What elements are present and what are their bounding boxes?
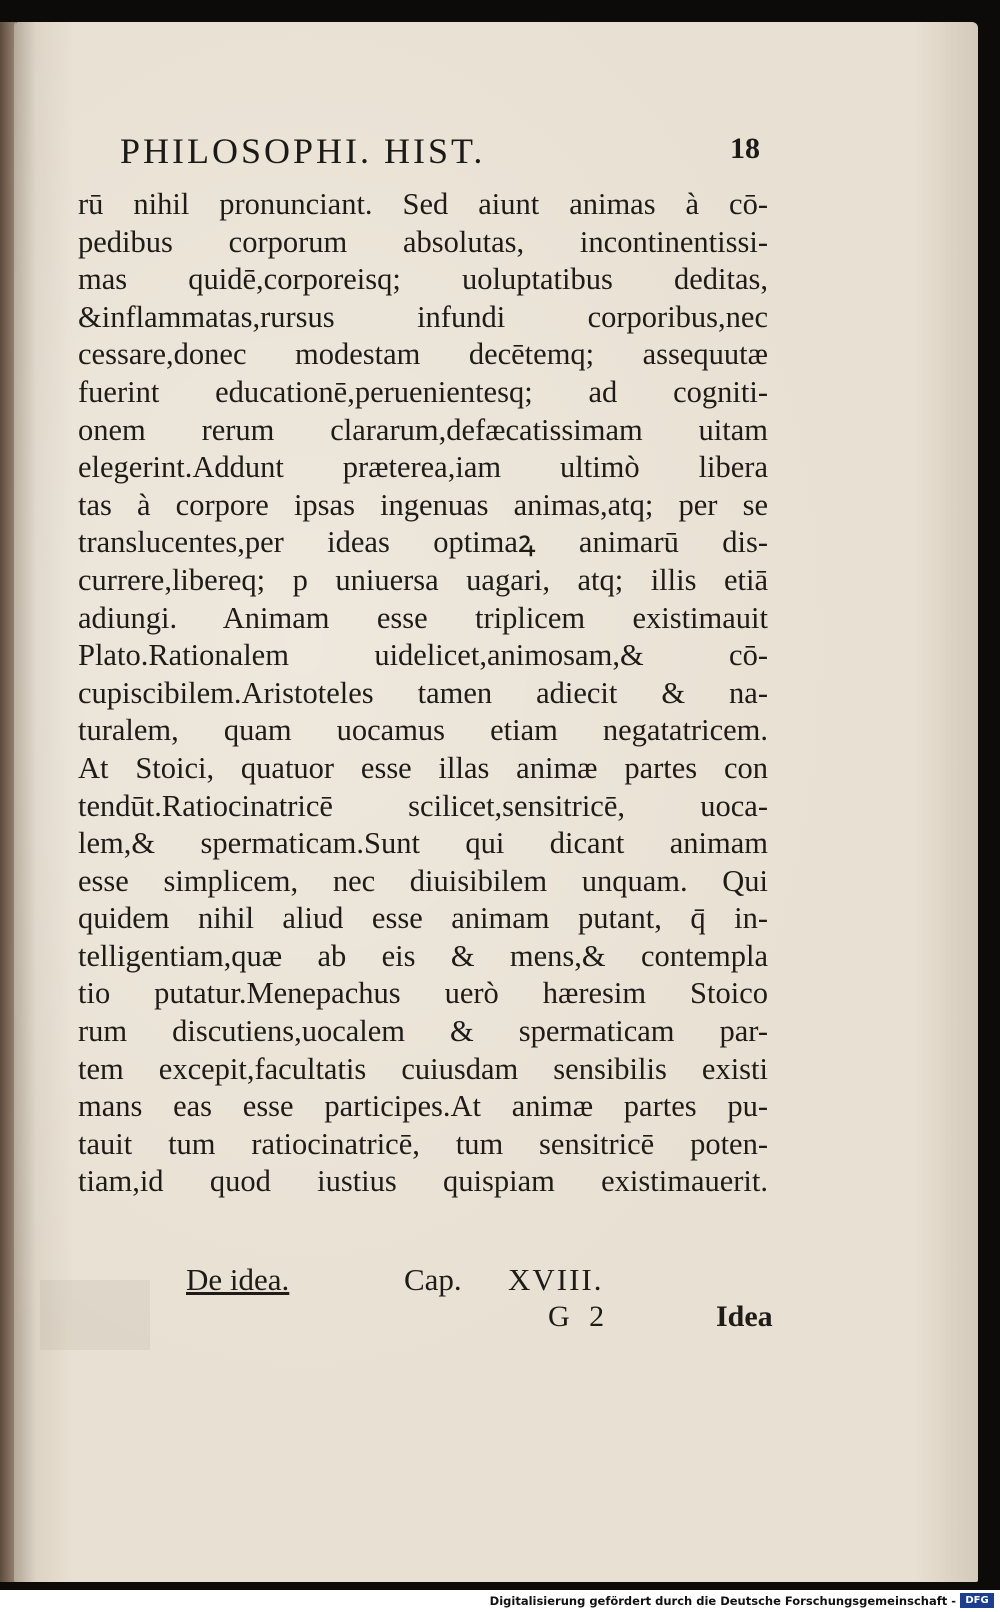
text-line: At Stoici, quatuor esse illas animæ partes con — [78, 750, 768, 785]
text-line: tas à corpore ipsas ingenuas animas,atq; per se — [78, 487, 768, 522]
show-through-marks — [40, 1280, 150, 1350]
text-line: quidem nihil aliud esse animam putant, q̄ in- — [78, 901, 768, 936]
text-line: currere,libereq; p uniuersa uagari, atq; illis etiā — [78, 562, 768, 597]
text-line: onem rerum clararum,defæcatissimam uitam — [78, 412, 768, 447]
text-line: translucentes,per ideas optimaꝝ animarū dis- — [78, 525, 768, 560]
chapter-label: Cap. — [404, 1262, 462, 1297]
funding-credit: Digitalisierung gefördert durch die Deutsche Forschungsgemeinschaft - — [489, 1594, 956, 1608]
text-line: rū nihil pronunciant. Sed aiunt animas à cō- — [78, 187, 768, 221]
chapter-number: XVIII. — [508, 1262, 604, 1297]
text-line: rum discutiens,uocalem & spermaticam par- — [78, 1014, 768, 1049]
signature-mark: G 2 — [548, 1300, 611, 1333]
text-line: mans eas esse participes.At animæ partes pu- — [78, 1089, 768, 1124]
chapter-title: De idea. — [186, 1262, 290, 1297]
text-line: lem,& spermaticam.Sunt qui dicant animam — [78, 826, 768, 861]
text-line: esse simplicem, nec diuisibilem unquam. Qui — [78, 863, 768, 898]
text-line: telligentiam,quæ ab eis & mens,& contempla — [78, 938, 768, 973]
text-line: elegerint.Addunt præterea,iam ultimò libera — [78, 450, 768, 485]
folio-number: 18 — [730, 132, 760, 165]
dfg-logo: DFG — [960, 1593, 994, 1608]
catchword: Idea — [716, 1300, 773, 1333]
text-line: tendūt.Ratiocinatricē scilicet,sensitricē, uoca- — [78, 788, 768, 823]
text-line: tiam,id quod iustius quispiam existimauerit. — [78, 1164, 768, 1199]
text-line: tio putatur.Menepachus uerò hæresim Stoico — [78, 976, 768, 1011]
text-line: tem excepit,facultatis cuiusdam sensibilis existi — [78, 1051, 768, 1086]
running-title: PHILOSOPHI. HIST. — [120, 131, 486, 171]
text-line: turalem, quam uocamus etiam negatatricem. — [78, 713, 768, 748]
text-line: tauit tum ratiocinatricē, tum sensitricē poten- — [78, 1126, 768, 1161]
body-text — [78, 186, 778, 1201]
page-header — [120, 130, 760, 180]
text-line: &inflammatas,rursus infundi corporibus,nec — [78, 299, 768, 334]
text-line: mas quidē,corporeisq; uoluptatibus deditas, — [78, 262, 768, 297]
text-line: Plato.Rationalem uidelicet,animosam,& cō- — [78, 638, 768, 673]
text-line: pedibus corporum absolutas, incontinentissi- — [78, 224, 768, 259]
text-line: fuerint educationē,peruenientesq; ad cogniti- — [78, 374, 768, 409]
text-line: cessare,donec modestam decētemq; assequutæ — [78, 337, 768, 372]
footer-bar — [0, 1590, 1000, 1612]
text-line: cupiscibilem.Aristoteles tamen adiecit & na- — [78, 675, 768, 710]
text-line: adiungi. Animam esse triplicem existimauit — [78, 600, 768, 635]
